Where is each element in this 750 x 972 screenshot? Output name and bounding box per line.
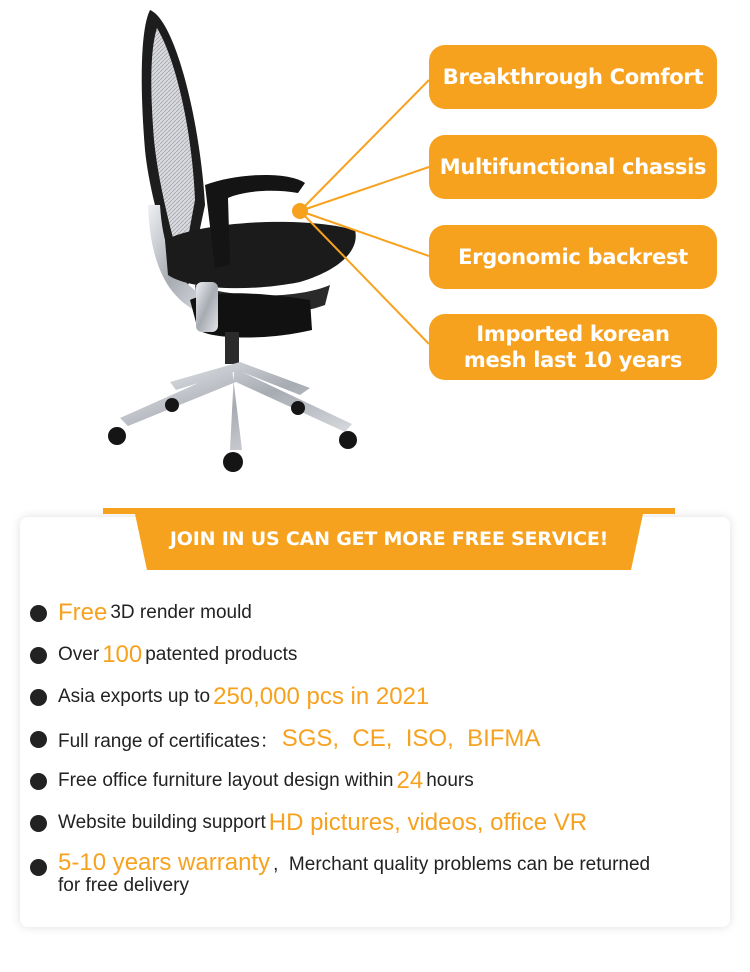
bullet-icon [30, 647, 47, 664]
feature-text-after: patented products [145, 644, 298, 665]
feature-certificates [30, 718, 730, 760]
feature-warranty-text [58, 850, 658, 896]
feature-highlight: SGS, CE, ISO, BIFMA [281, 725, 541, 752]
feature-text-after: hours [426, 770, 474, 791]
feature-text: , Merchant quality problems can be returned for free delivery [58, 854, 656, 896]
service-banner [103, 508, 675, 574]
feature-free-render [30, 592, 730, 634]
feature-warranty [30, 844, 730, 900]
feature-patented-products [30, 634, 730, 676]
feature-highlight: 5-10 years warranty [58, 849, 271, 876]
feature-layout-design [30, 760, 730, 802]
feature-text: Website building support [58, 812, 266, 833]
bullet-icon [30, 605, 47, 622]
feature-highlight: HD pictures, videos, office VR [268, 809, 588, 836]
service-feature-list [30, 592, 730, 900]
callout-breakthrough-comfort: Breakthrough Comfort [429, 45, 717, 109]
feature-text: Over [58, 644, 100, 665]
bullet-icon [30, 773, 47, 790]
office-chair-image [0, 0, 430, 500]
feature-website-support [30, 802, 730, 844]
feature-text: Asia exports up to [58, 686, 211, 707]
callout-ergonomic-backrest: Ergonomic backrest [429, 225, 717, 289]
bullet-icon [30, 815, 47, 832]
feature-text: Free office furniture layout design within [58, 770, 394, 791]
bullet-icon [30, 731, 47, 748]
callout-multifunctional-chassis: Multifunctional chassis [429, 135, 717, 199]
feature-highlight: 100 [102, 641, 143, 668]
callout-imported-mesh: Imported korean mesh last 10 years [429, 314, 717, 380]
feature-text: 3D render mould [110, 602, 252, 623]
feature-highlight: 24 [396, 767, 424, 794]
feature-highlight: Free [58, 599, 108, 626]
bullet-icon [30, 689, 47, 706]
feature-text: Full range of certificates： [58, 730, 279, 752]
feature-asia-exports [30, 676, 730, 718]
banner-title: JOIN IN US CAN GET MORE FREE SERVICE! [169, 528, 609, 550]
bullet-icon [30, 859, 47, 876]
feature-highlight: 250,000 pcs in 2021 [213, 683, 430, 710]
